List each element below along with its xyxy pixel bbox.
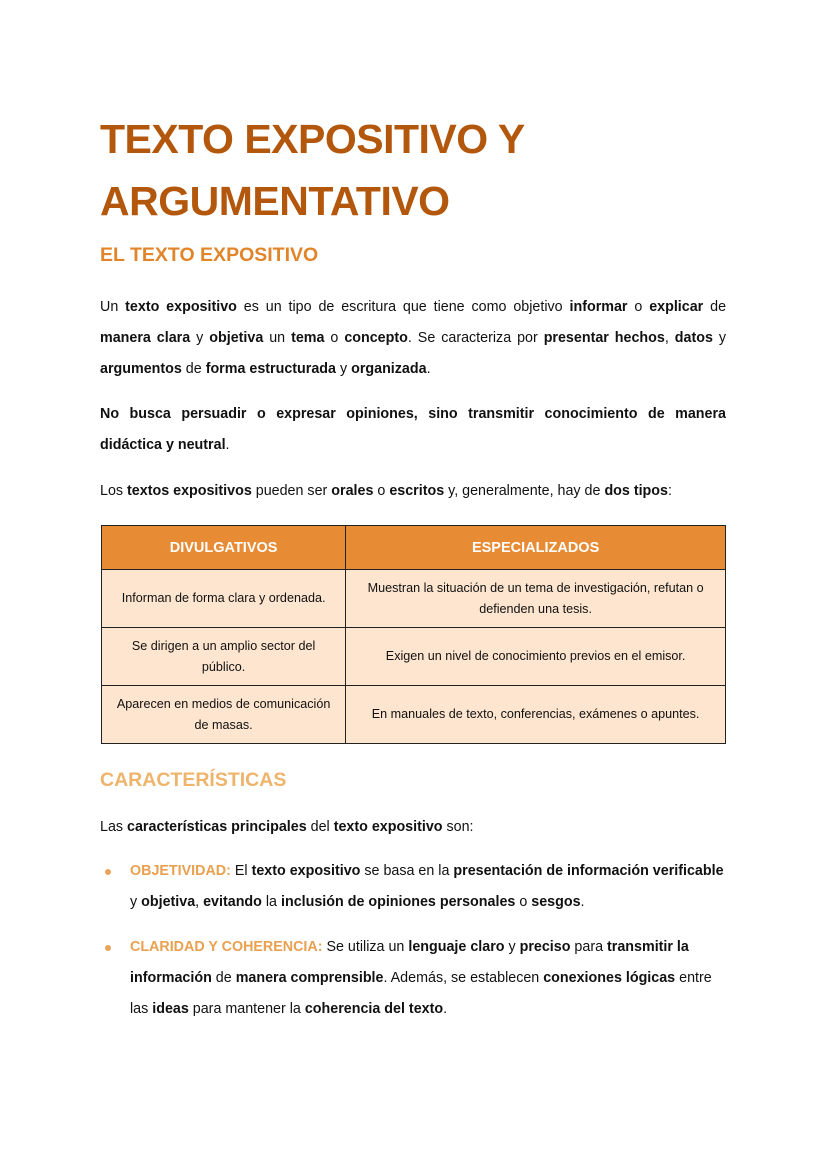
bold-text: preciso	[519, 939, 571, 955]
bold-text: forma estructurada	[205, 361, 336, 377]
text-segment: . Se caracteriza por	[407, 330, 544, 346]
text-segment: ,	[664, 330, 675, 346]
bold-text: datos	[674, 330, 713, 346]
bold-text: conexiones lógicas	[543, 970, 676, 986]
table-cell: Aparecen en medios de comunicación de masas.	[102, 686, 346, 744]
bold-text: concepto	[344, 330, 408, 346]
text-segment: y, generalmente, hay de	[444, 483, 605, 499]
table-row	[102, 686, 726, 744]
text-segment: :	[667, 483, 672, 499]
table-cell: En manuales de texto, conferencias, exámenes o apuntes.	[346, 686, 726, 744]
text-segment: o	[373, 483, 390, 499]
text-segment: pueden ser	[251, 483, 332, 499]
text-segment: se basa en la	[360, 863, 454, 879]
bullet-icon	[105, 945, 111, 951]
bold-text: texto expositivo	[125, 299, 237, 315]
bold-text: No busca persuadir o expresar opiniones, sino transmitir conocimiento de manera didáctica y neutral	[100, 406, 726, 453]
document-title: TEXTO EXPOSITIVO Y ARGUMENTATIVO	[100, 116, 524, 224]
bold-text: lenguaje claro	[408, 939, 505, 955]
characteristics-list	[100, 856, 726, 1039]
table-cell: Se dirigen a un amplio sector del público.	[102, 628, 346, 686]
text-segment: entre las	[130, 970, 712, 1017]
bold-text: ideas	[152, 1001, 189, 1017]
text-segment: para mantener la	[188, 1001, 305, 1017]
table-cell: Muestran la situación de un tema de investigación, refutan o defienden una tesis.	[346, 570, 726, 628]
text-segment: Un	[100, 299, 126, 315]
bold-text: informar	[569, 299, 628, 315]
text-segment: .	[443, 1001, 448, 1017]
paragraph-characteristics-intro	[100, 812, 726, 843]
bold-text: escritos	[389, 483, 445, 499]
paragraph-purpose	[100, 399, 726, 461]
table-header-row	[102, 526, 726, 570]
header-especializados: ESPECIALIZADOS	[346, 526, 726, 570]
text-segment: y	[504, 939, 520, 955]
bold-text: texto expositivo	[251, 863, 361, 879]
item-label: CLARIDAD Y COHERENCIA:	[130, 939, 323, 955]
text-segment: o	[627, 299, 650, 315]
bold-text: organizada	[351, 361, 427, 377]
bold-text: transmitir la información	[130, 939, 689, 986]
text-segment: Se utiliza un	[322, 939, 409, 955]
text-segment: la	[261, 894, 281, 910]
bullet-icon	[105, 869, 111, 875]
bold-text: explicar	[649, 299, 704, 315]
text-segment: y	[130, 894, 142, 910]
text-segment: de	[211, 970, 236, 986]
text-segment: para	[570, 939, 608, 955]
types-table	[101, 525, 726, 744]
bold-text: objetiva	[209, 330, 264, 346]
text-segment: y	[712, 330, 726, 346]
list-item	[100, 932, 726, 1025]
table-cell: Informan de forma clara y ordenada.	[102, 570, 346, 628]
text-segment: o	[324, 330, 345, 346]
text-segment: y	[336, 361, 352, 377]
bold-text: características principales	[127, 819, 307, 835]
bold-text: manera comprensible	[235, 970, 384, 986]
bold-text: argumentos	[100, 361, 182, 377]
item-label: OBJETIVIDAD:	[130, 863, 231, 879]
text-segment: El	[230, 863, 252, 879]
bold-text: presentación de información verificable	[453, 863, 724, 879]
paragraph-types-intro	[100, 476, 726, 507]
text-segment: . Además, se establecen	[383, 970, 544, 986]
bold-text: objetiva	[141, 894, 196, 910]
text-segment: de	[703, 299, 727, 315]
table-cell: Exigen un nivel de conocimiento previos en el emisor.	[346, 628, 726, 686]
table-row	[102, 570, 726, 628]
bold-text: sesgos	[531, 894, 581, 910]
text-segment: y	[190, 330, 210, 346]
text-segment: es un tipo de escritura que tiene como objetivo	[236, 299, 570, 315]
text-segment: Los	[100, 483, 128, 499]
paragraph-definition	[100, 292, 726, 385]
header-divulgativos: DIVULGATIVOS	[102, 526, 346, 570]
bold-text: presentar hechos	[543, 330, 665, 346]
bold-text: orales	[331, 483, 374, 499]
text-segment: o	[515, 894, 532, 910]
text-segment: Las	[100, 819, 128, 835]
text-segment: son:	[442, 819, 474, 835]
text-segment: del	[306, 819, 334, 835]
text-segment: ,	[195, 894, 204, 910]
bold-text: dos tipos	[604, 483, 668, 499]
text-segment: .	[580, 894, 585, 910]
bold-text: inclusión de opiniones personales	[280, 894, 516, 910]
text-segment: .	[426, 361, 431, 377]
bold-text: tema	[291, 330, 325, 346]
bold-text: texto expositivo	[333, 819, 443, 835]
section-heading-caracteristicas: CARACTERÍSTICAS	[100, 769, 287, 791]
section-heading-expositivo: EL TEXTO EXPOSITIVO	[100, 244, 319, 266]
text-segment: de	[181, 361, 206, 377]
bold-text: coherencia del texto	[304, 1001, 444, 1017]
bold-text: manera clara	[100, 330, 191, 346]
bold-text: textos expositivos	[127, 483, 252, 499]
text-segment: un	[263, 330, 292, 346]
text-segment: .	[225, 437, 230, 453]
list-item	[100, 856, 726, 918]
bold-text: evitando	[203, 894, 262, 910]
table-row	[102, 628, 726, 686]
